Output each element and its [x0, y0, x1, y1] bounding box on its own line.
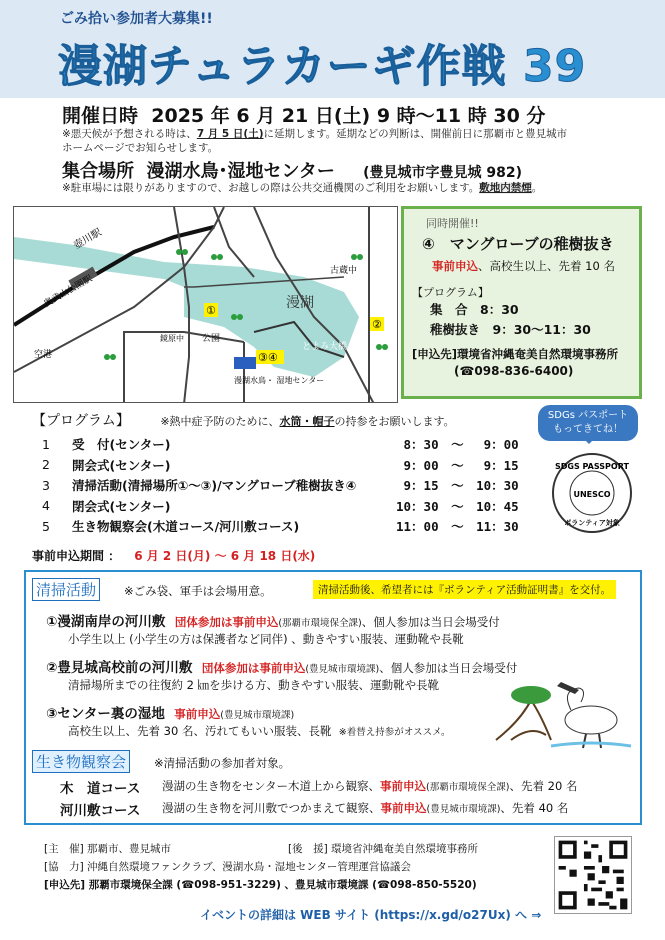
- observe-note: ※清掃活動の参加者対象。: [154, 756, 291, 770]
- sdgs-passport-badge: [551, 452, 633, 534]
- program-row: 5 生き物観察会(木道コース/河川敷コース) 11：00 〜 11：30: [42, 518, 519, 535]
- program-table: [42, 434, 542, 537]
- label-center: 漫湖水鳥・ 湿地センター: [234, 376, 325, 385]
- access-map: [13, 206, 398, 403]
- qr-code-icon[interactable]: [554, 836, 632, 914]
- program-row: 1 受 付(センター) 8：30 〜 9：00: [42, 436, 519, 453]
- rain-note: ※悪天候が予想される時は、7 月 5 日(土)に延期します。延期などの判断は、開催前日に那覇市と豊見城市 ホームページでお知らせします。: [62, 128, 568, 154]
- header-banner: [0, 0, 665, 98]
- course-boardwalk: 木 道コース: [60, 781, 141, 797]
- activities-box: 清掃活動 ※ごみ袋、軍手は会場用意。 清掃活動後、希望者には『ボランティア活動証明書』を交付。 ①漫湖南岸の河川敷 団体参加は事前申込(那覇市環境保全課)、個人参加は当日会場受付 小学生以上 (小学生の方は保護者など同伴) 、動きやすい服装、運動靴や長靴 ②豊見城高校前の河川敷 団体参加は事前申込(豊見城市環境課)、個人参加は当日会場受付 清掃場所までの往復約 2 ㎞を歩ける方、動きやすい服装、運動靴や長靴 ③センター裏の湿地 事前申込(豊見城市環境課) 高校生以上、先着 30 名、汚れてもいい服装、長靴 ※着替え持参がオススメ。 生き物観察会 ※清掃活動の参加者対象。 木 道コース 漫湖の生き物をセンター木道上から観察、事前申込(那覇市環境保全課)、先着 20 名 河川敷コース 漫湖の生き物を河川敷でつかまえて観察、事前申込(豊見城市環境課)、先着 40 名: [24, 570, 642, 825]
- map-drawing: [14, 207, 398, 403]
- cleanup-note: ※ごみ袋、軍手は会場用意。: [124, 584, 272, 598]
- certificate-note: 清掃活動後、希望者には『ボランティア活動証明書』を交付。: [313, 580, 616, 599]
- footer-credits: [主 催] 那覇市、豊見城市 [後 援] 環境省沖縄奄美自然環境事務所 [協 力] 沖縄自然環境ファンクラブ、漫湖水鳥・湿地センター管理運営協議会 [申込先] 那覇市環境保全課 (☎098-951-3229) 、豊見城市環境課 (☎098-850-5520): [44, 843, 479, 891]
- label-bridge: とよみ大橋: [302, 342, 348, 352]
- label-school: 古蔵中: [330, 266, 358, 276]
- badge-top-text: SDGS PASSPORT: [555, 462, 629, 471]
- application-period: 事前申込期間 ： 6 月 2 日(月) 〜 6 月 18 日(水): [32, 549, 316, 563]
- label-junior: 鏡原中: [160, 334, 184, 343]
- event-title: 漫湖チュラカーギ作戦 39: [58, 41, 587, 92]
- label-station2: 奥武山公園駅: [42, 273, 95, 310]
- program-row: 2 開会式(センター) 9：00 〜 9：15: [42, 457, 519, 473]
- marker-1: ①: [206, 304, 216, 317]
- label-airport: 空港: [34, 350, 53, 360]
- label-station1: 壺川駅: [72, 227, 104, 252]
- program-row: 4 閉会式(センター) 10：30 〜 10：45: [42, 498, 519, 514]
- marker-2: ②: [372, 318, 382, 331]
- program-heading: 【プログラム】 ※熱中症予防のために、水筒・帽子の持参をお願いします。: [32, 413, 455, 429]
- sdgs-bubble: SDGs パスポート もってきてね！: [538, 405, 638, 441]
- cleanup-item-2: ②豊見城高校前の河川敷 団体参加は事前申込(豊見城市環境課)、個人参加は当日会場受付: [46, 660, 518, 676]
- cleanup-item-1: ①漫湖南岸の河川敷 団体参加は事前申込(那覇市環境保全課)、個人参加は当日会場受付: [46, 614, 500, 630]
- cleanup-label: 清掃活動: [32, 578, 100, 601]
- mangrove-box: 同時開催!! ④ マングローブの稚樹抜き 事前申込、高校生以上、先着 10 名 【プログラム】 集 合 8：30 稚樹抜き 9：30〜11：30 [申込先]環境省沖縄奄美自然環境事務所 (☎098-836-6400): [401, 206, 642, 399]
- badge-bottom-text: ボランティア対象: [564, 519, 620, 527]
- badge-mid-text: UNESCO: [573, 490, 611, 499]
- program-row: 3 清掃活動(清掃場所①〜③)/マングローブ稚樹抜き④ 9：15 〜 10：30: [42, 477, 519, 494]
- parking-note: ※駐車場には限りがありますので、お越しの際は公共交通機関のご利用をお願いします。敷地内禁煙。: [62, 182, 543, 194]
- spoonbill-illustration: [491, 680, 636, 750]
- catch-copy: ごみ拾い参加者大募集!!: [60, 11, 213, 27]
- label-lake: 漫湖: [286, 295, 314, 311]
- meeting-place: 集合場所 漫湖水鳥･湿地センター (豊見城市字豊見城 982): [62, 161, 523, 182]
- marker-34: ③④: [258, 351, 278, 364]
- cleanup-item-3: ③センター裏の湿地 事前申込(豊見城市環境課): [46, 706, 295, 722]
- label-park: 公園: [202, 334, 221, 344]
- event-date: 開催日時 2025 年 6 月 21 日(土) 9 時〜11 時 30 分: [62, 105, 546, 127]
- course-riverbank: 河川敷コース: [60, 803, 141, 819]
- web-link[interactable]: イベントの詳細は WEB サイト (https://x.gd/o27Ux) へ ⇒: [200, 908, 542, 922]
- observe-label: 生き物観察会: [32, 750, 130, 773]
